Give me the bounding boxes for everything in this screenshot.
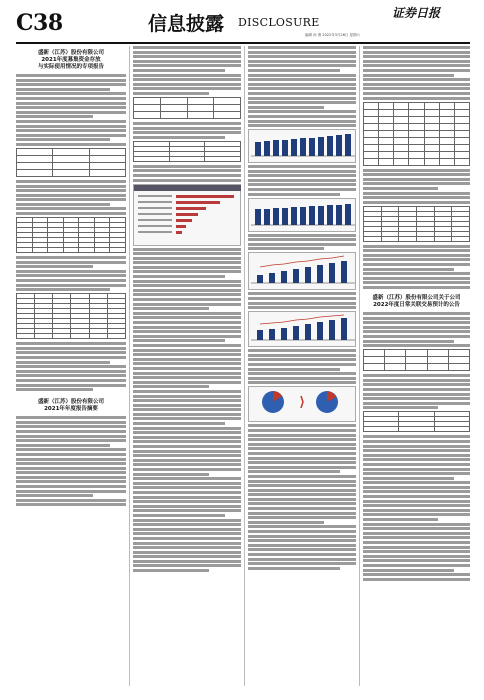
chart-bar [329, 263, 335, 283]
chart-bar [309, 206, 315, 225]
data-table [363, 206, 470, 242]
page-number: C38 [16, 10, 63, 36]
data-table [16, 293, 126, 339]
header-rule [16, 42, 470, 44]
chart-header-bar [134, 185, 241, 191]
chart-bar [269, 329, 275, 340]
bar-chart-graphic [249, 199, 356, 227]
chart-bar [293, 269, 299, 283]
chart-bar [305, 267, 311, 283]
chart-bar [273, 140, 279, 156]
chart-row-label [138, 207, 172, 209]
column-divider [129, 46, 130, 686]
chart-bar [345, 134, 351, 156]
chart-bar [327, 136, 333, 156]
chart-bar [255, 142, 261, 156]
chart-bar [257, 275, 263, 283]
data-table [363, 349, 470, 371]
chart-row-label [138, 231, 172, 233]
chart-bar [309, 138, 315, 156]
chart-bar [327, 205, 333, 225]
bar-line-chart [248, 252, 356, 290]
data-table [133, 141, 241, 162]
chart-bar [255, 209, 261, 225]
chart-bar [264, 209, 270, 225]
chart-row-label [138, 201, 172, 203]
chart-bar [176, 207, 206, 210]
column-divider [244, 46, 245, 686]
chart-row-label [138, 195, 172, 197]
bar-chart-graphic [249, 253, 356, 285]
chart-bar [282, 140, 288, 156]
data-table [363, 411, 470, 432]
chart-bar [293, 326, 299, 340]
chart-bar [318, 206, 324, 225]
pie-connector [301, 396, 303, 408]
chart-bar [257, 330, 263, 340]
masthead [0, 0, 484, 42]
bar-chart-1 [248, 129, 356, 163]
article-headline-3: 盛新（江苏）股份有限公司关于公司 2022年度日常关联交易预计的公告 [372, 295, 461, 309]
chart-bar [176, 195, 234, 198]
article-headline-1: 盛新（江苏）股份有限公司 2021年度募集资金存放 与实际使用情况的专项报告 [37, 50, 104, 70]
chart-bar [176, 219, 192, 222]
chart-bar [176, 231, 182, 234]
data-table [133, 97, 241, 119]
chart-bar [345, 204, 351, 225]
bar-line-chart [248, 311, 356, 347]
chart-bar [176, 213, 198, 216]
section-title: 信息披露 [148, 13, 225, 35]
bar-chart-graphic [249, 312, 356, 342]
chart-bar [176, 225, 186, 228]
pie-chart-graphic [249, 387, 356, 417]
chart-bar [318, 137, 324, 156]
chart-row-label [138, 225, 172, 227]
column-divider [359, 46, 360, 686]
chart-bar [176, 201, 220, 204]
chart-bar [273, 208, 279, 225]
column-4 [363, 46, 470, 686]
market-share-chart [133, 184, 241, 246]
bar-chart-graphic [134, 185, 241, 241]
bar-chart-2 [248, 198, 356, 232]
chart-bar [305, 324, 311, 340]
header-info: 编辑 孙 倩 2022年3月26日 星期六 [305, 33, 361, 37]
chart-bar [317, 265, 323, 283]
column-3 [248, 46, 356, 686]
chart-bar [269, 273, 275, 283]
chart-bar [281, 328, 287, 340]
chart-bar [264, 141, 270, 156]
chart-bar [282, 208, 288, 225]
article-headline-2: 盛新（江苏）股份有限公司 2021年年度报告摘要 [37, 399, 104, 413]
chart-row-label [138, 219, 172, 221]
pie-charts [248, 386, 356, 422]
data-table [16, 217, 126, 253]
column-1 [16, 46, 126, 686]
chart-row-label [138, 213, 172, 215]
chart-bar [336, 205, 342, 225]
chart-bar [341, 318, 347, 340]
chart-bar [329, 320, 335, 340]
chart-bar [300, 138, 306, 156]
chart-bar [281, 271, 287, 283]
chart-bar [336, 135, 342, 156]
newspaper-logo: 证券日报 [392, 6, 441, 20]
chart-bar [291, 139, 297, 156]
column-2 [133, 46, 241, 686]
article-body-1 [16, 74, 126, 146]
section-title-en: DISCLOSURE [238, 16, 320, 29]
data-table [363, 102, 470, 166]
chart-bar [291, 207, 297, 225]
data-table [16, 148, 126, 177]
bar-chart-graphic [249, 130, 356, 158]
chart-bar [317, 322, 323, 340]
chart-bar [300, 207, 306, 225]
chart-bar [341, 261, 347, 283]
